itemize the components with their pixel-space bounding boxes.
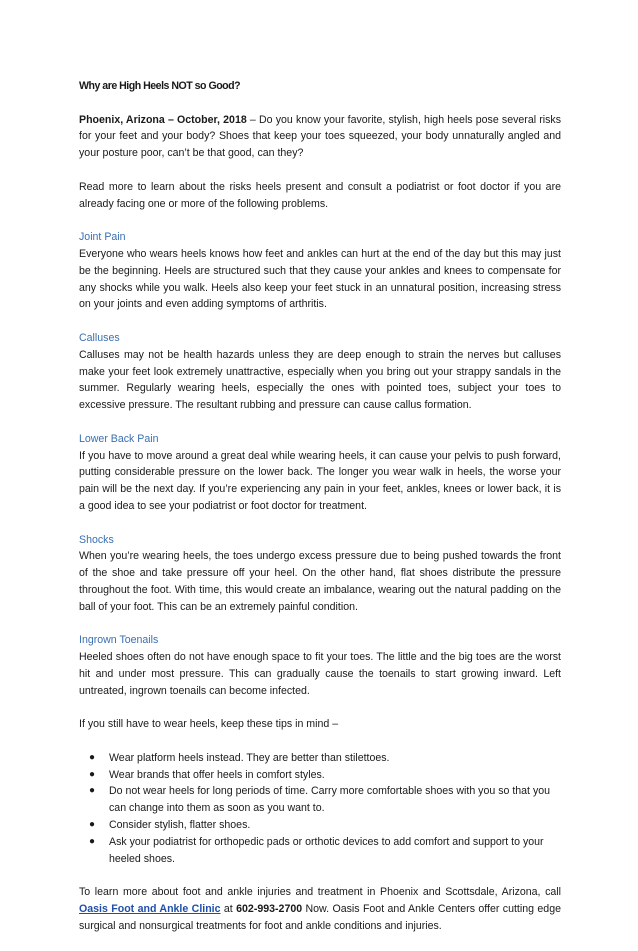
section-ingrown-toenails (79, 632, 561, 699)
list-item (79, 750, 561, 767)
section-text: Heeled shoes often do not have enough space to fit your toes. The little and the big toes are the worst hit and under most pressure. This can gradually cause the toenails to start growing inward. Left untreated, ingrown toenails can become infected. (79, 651, 561, 697)
section-shocks (79, 532, 561, 616)
section-heading: Calluses (79, 331, 120, 344)
list-item (79, 783, 561, 817)
tips-list (79, 750, 561, 868)
section-text: If you have to move around a great deal while wearing heels, it can cause your pelvis to push forward, putting considerable pressure on the lower back. The longer you wear walk in heels, the worse your pain will be the next day. If you’re experiencing any pain in your feet, ankles, knees or lower back, it is a good idea to see your podiatrist or foot doctor for treatment. (79, 449, 561, 512)
section-heading: Joint Pain (79, 231, 126, 244)
closing-paragraph (79, 884, 561, 934)
tip-text: Consider stylish, flatter shoes. (109, 819, 251, 832)
bullet-dot-icon: ● (89, 835, 96, 847)
closing-text-start: To learn more about foot and ankle injuries and treatment in Phoenix and Scottsdale, Arizona, call (79, 886, 561, 899)
tip-text: Ask your podiatrist for orthopedic pads or orthotic devices to add comfort and support to your heeled shoes. (109, 835, 544, 865)
tip-text: Wear brands that offer heels in comfort styles. (109, 768, 325, 781)
intro-text: – Do you know your favorite, stylish, high heels pose several risks for your feet and your body? Shoes that keep your toes squeezed, your body unnaturally angled and your posture poor, can’t be that good, can they? (79, 113, 562, 160)
bullet-dot-icon: ● (89, 819, 96, 831)
closing-text-end: Now. Oasis Foot and Ankle Centers offer cutting edge surgical and nonsurgical treatments for foot and ankle conditions and injuries. (79, 903, 561, 932)
section-heading: Ingrown Toenails (79, 634, 159, 647)
section-text: Everyone who wears heels knows how feet and ankles can hurt at the end of the day but this may just be the beginning. Heels are structured such that they cause your ankles and knees to compensate for any shocks while you walk. Heels also keep your feet stuck in an unnatural position, increasing stress on your joints and even adding symptoms of arthritis. (79, 247, 561, 311)
closing-text-between: at (220, 903, 237, 916)
bullet-dot-icon: ● (89, 768, 96, 780)
phone-number: 602-993-2700 (236, 903, 303, 916)
document-page (79, 78, 561, 951)
section-lower-back-pain (79, 431, 561, 515)
oasis-clinic-link[interactable]: Oasis Foot and Ankle Clinic (79, 903, 221, 916)
tips-intro: If you still have to wear heels, keep these tips in mind – (79, 718, 339, 731)
list-item (79, 817, 561, 834)
bullet-dot-icon: ● (89, 751, 96, 763)
section-text: When you’re wearing heels, the toes undergo excess pressure due to being pushed towards the front of the shoe and take pressure off your heel. On the other hand, flat shoes distribute the pressure throughout the foot. With time, this would create an imbalance, wearing out the natural padding on the ball of your foot. This can be an extremely painful condition. (79, 550, 561, 613)
tip-text: Do not wear heels for long periods of time. Carry more comfortable shoes with you so that you can change into them as soon as you want to. (109, 785, 551, 815)
section-joint-pain (79, 229, 561, 313)
lead-paragraph: Read more to learn about the risks heels present and consult a podiatrist or foot doctor if you are already facing one or more of the following problems. (79, 180, 561, 210)
tip-text: Wear platform heels instead. They are better than stilettoes. (109, 751, 390, 764)
bullet-dot-icon: ● (89, 785, 96, 797)
section-heading: Shocks (79, 533, 114, 546)
intro-paragraph (79, 112, 561, 162)
document-title: Why are High Heels NOT so Good? (79, 80, 241, 92)
list-item (79, 767, 561, 784)
intro-dateline: Phoenix, Arizona – October, 2018 (79, 113, 247, 126)
section-text: Calluses may not be health hazards unless they are deep enough to strain the nerves but calluses make your feet look extremely unattractive, especially when you bring out your strappy sandals in the summer. Regularly wearing heels, especially the ones with pointed toes, subject your toes to excessive pressure. The resultant rubbing and pressure can cause callus formation. (79, 348, 561, 412)
section-heading: Lower Back Pain (79, 432, 159, 445)
section-calluses (79, 330, 561, 414)
list-item (79, 834, 561, 868)
